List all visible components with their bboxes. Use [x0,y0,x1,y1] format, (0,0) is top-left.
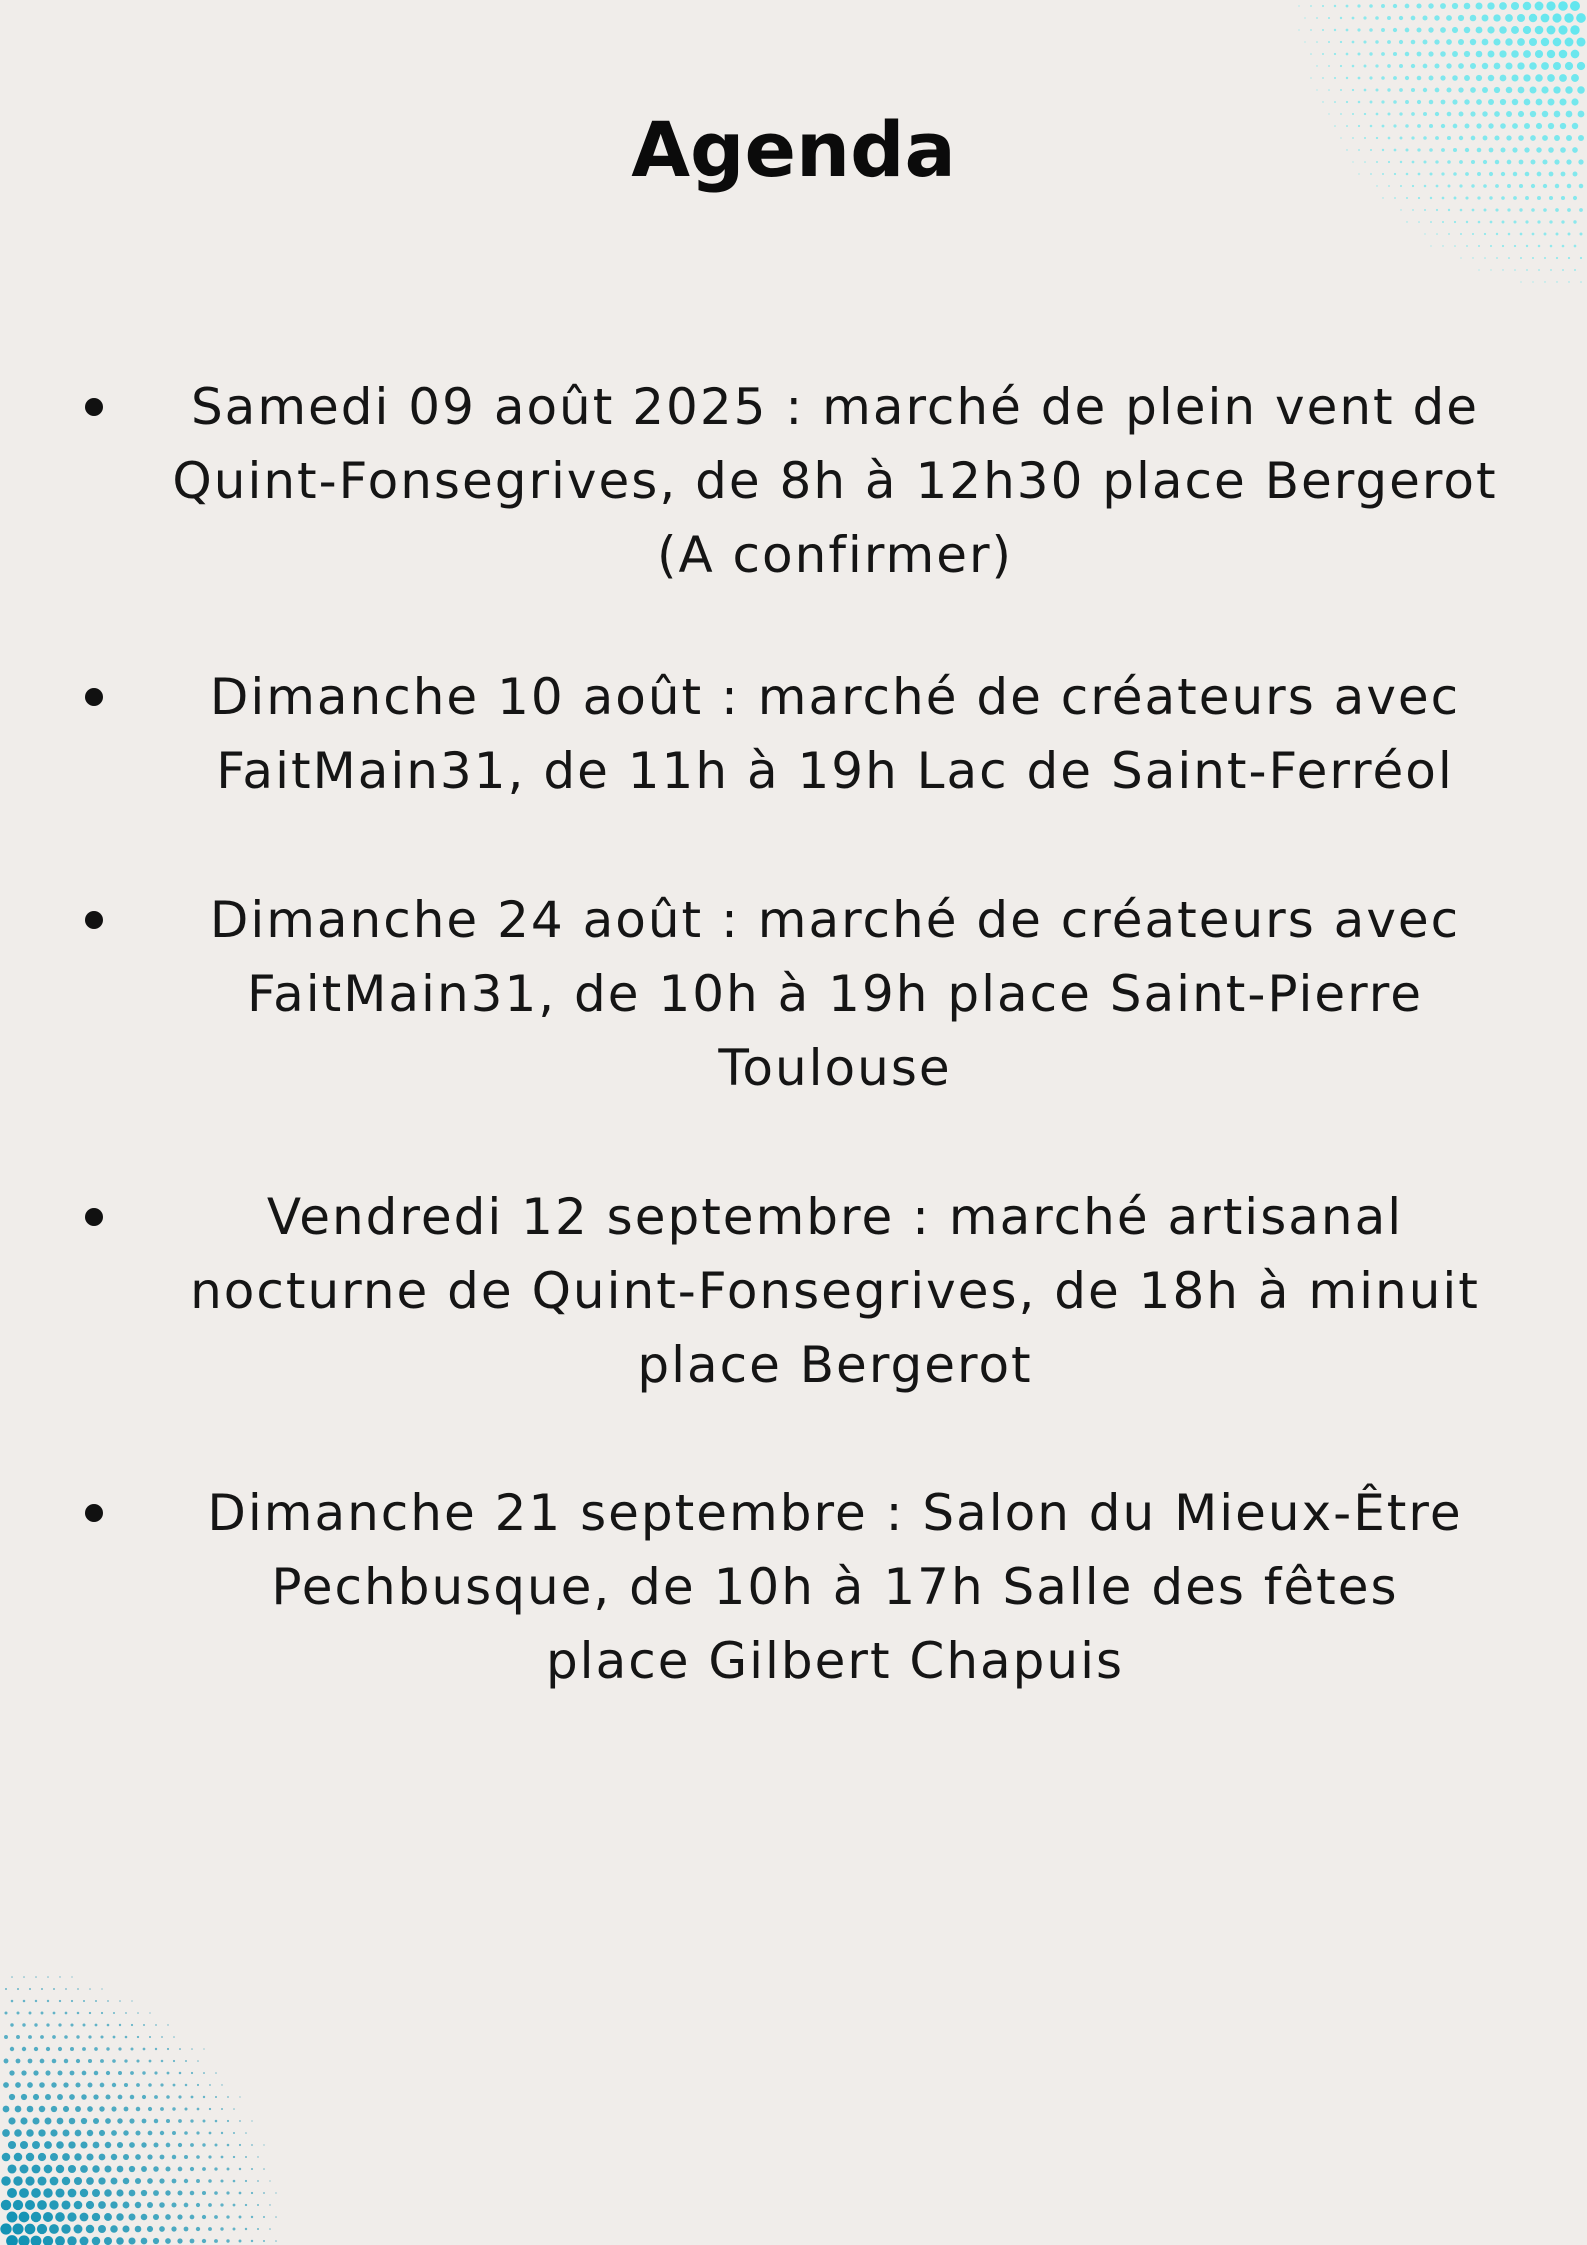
bullet-icon [85,688,103,706]
bullet-icon [85,398,103,416]
event-description: Dimanche 24 août : marché de créateurs avec FaitMain31, de 10h à 19h place Saint-Pierre Toulouse [209,891,1461,1097]
event-description: Vendredi 12 septembre : marché artisanal nocturne de Quint-Fonsegrives, de 18h à minuit place Bergerot [190,1188,1480,1394]
halftone-dots-bottom-left-decoration [0,1935,310,2245]
bullet-icon [85,1504,103,1522]
bullet-icon [85,911,103,929]
bullet-icon [85,1208,103,1226]
event-description: Samedi 09 août 2025 : marché de plein vent de Quint-Fonsegrives, de 8h à 12h30 place Bergerot (A confirmer) [172,378,1498,584]
event-description: Dimanche 10 août : marché de créateurs avec FaitMain31, de 11h à 19h Lac de Saint-Ferréol [209,668,1461,800]
page-title: Agenda [631,105,956,194]
event-description: Dimanche 21 septembre : Salon du Mieux-Être Pechbusque, de 10h à 17h Salle des fêtes place Gilbert Chapuis [207,1484,1463,1690]
